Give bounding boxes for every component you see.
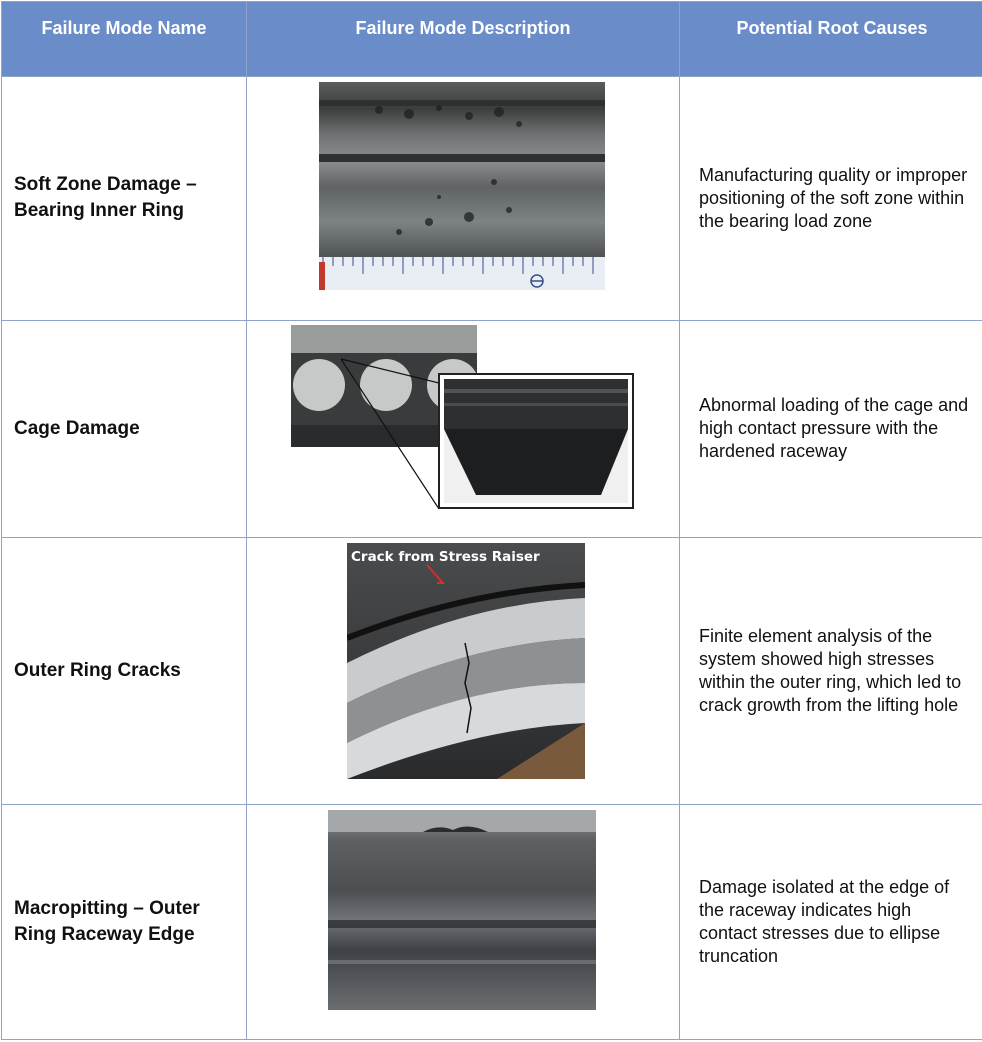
failure-mode-photo-cell xyxy=(247,77,680,321)
root-cause: Damage isolated at the edge of the raceway indicates high contact stresses due to ellipse truncation xyxy=(680,805,982,1040)
failure-mode-photo-cell xyxy=(247,537,680,805)
table-row xyxy=(2,320,982,537)
failure-mode-name: Outer Ring Cracks xyxy=(2,537,247,805)
macropitting-photo xyxy=(328,810,596,1010)
outer-ring-cracks-photo xyxy=(347,543,585,779)
header-failure-mode-description: Failure Mode Description xyxy=(247,2,680,77)
header-row xyxy=(2,2,982,77)
failure-mode-photo-cell xyxy=(247,805,680,1040)
failure-mode-table xyxy=(1,1,982,1040)
failure-mode-photo-cell xyxy=(247,320,680,537)
cage-damage-photo xyxy=(291,325,635,510)
table-row xyxy=(2,805,982,1040)
failure-mode-name xyxy=(2,77,247,321)
failure-mode-name xyxy=(2,805,247,1040)
table-row xyxy=(2,537,982,805)
failure-mode-name-text: Soft Zone Damage – Bearing Inner Ring xyxy=(14,174,197,222)
root-cause: Finite element analysis of the system showed high stresses within the outer ring, which led to crack growth from the lifting hole xyxy=(680,537,982,805)
header-failure-mode-name: Failure Mode Name xyxy=(2,2,247,77)
photo-caption: Crack from Stress Raiser xyxy=(351,548,540,565)
failure-mode-name: Cage Damage xyxy=(2,320,247,537)
header-potential-root-causes: Potential Root Causes xyxy=(680,2,982,77)
table-row xyxy=(2,77,982,321)
soft-zone-damage-photo xyxy=(319,82,605,290)
root-cause: Abnormal loading of the cage and high contact pressure with the hardened raceway xyxy=(680,320,982,537)
failure-mode-name-text: Macropitting – Outer Ring Raceway Edge xyxy=(14,898,200,946)
root-cause: Manufacturing quality or improper positioning of the soft zone within the bearing load zone xyxy=(680,77,982,321)
